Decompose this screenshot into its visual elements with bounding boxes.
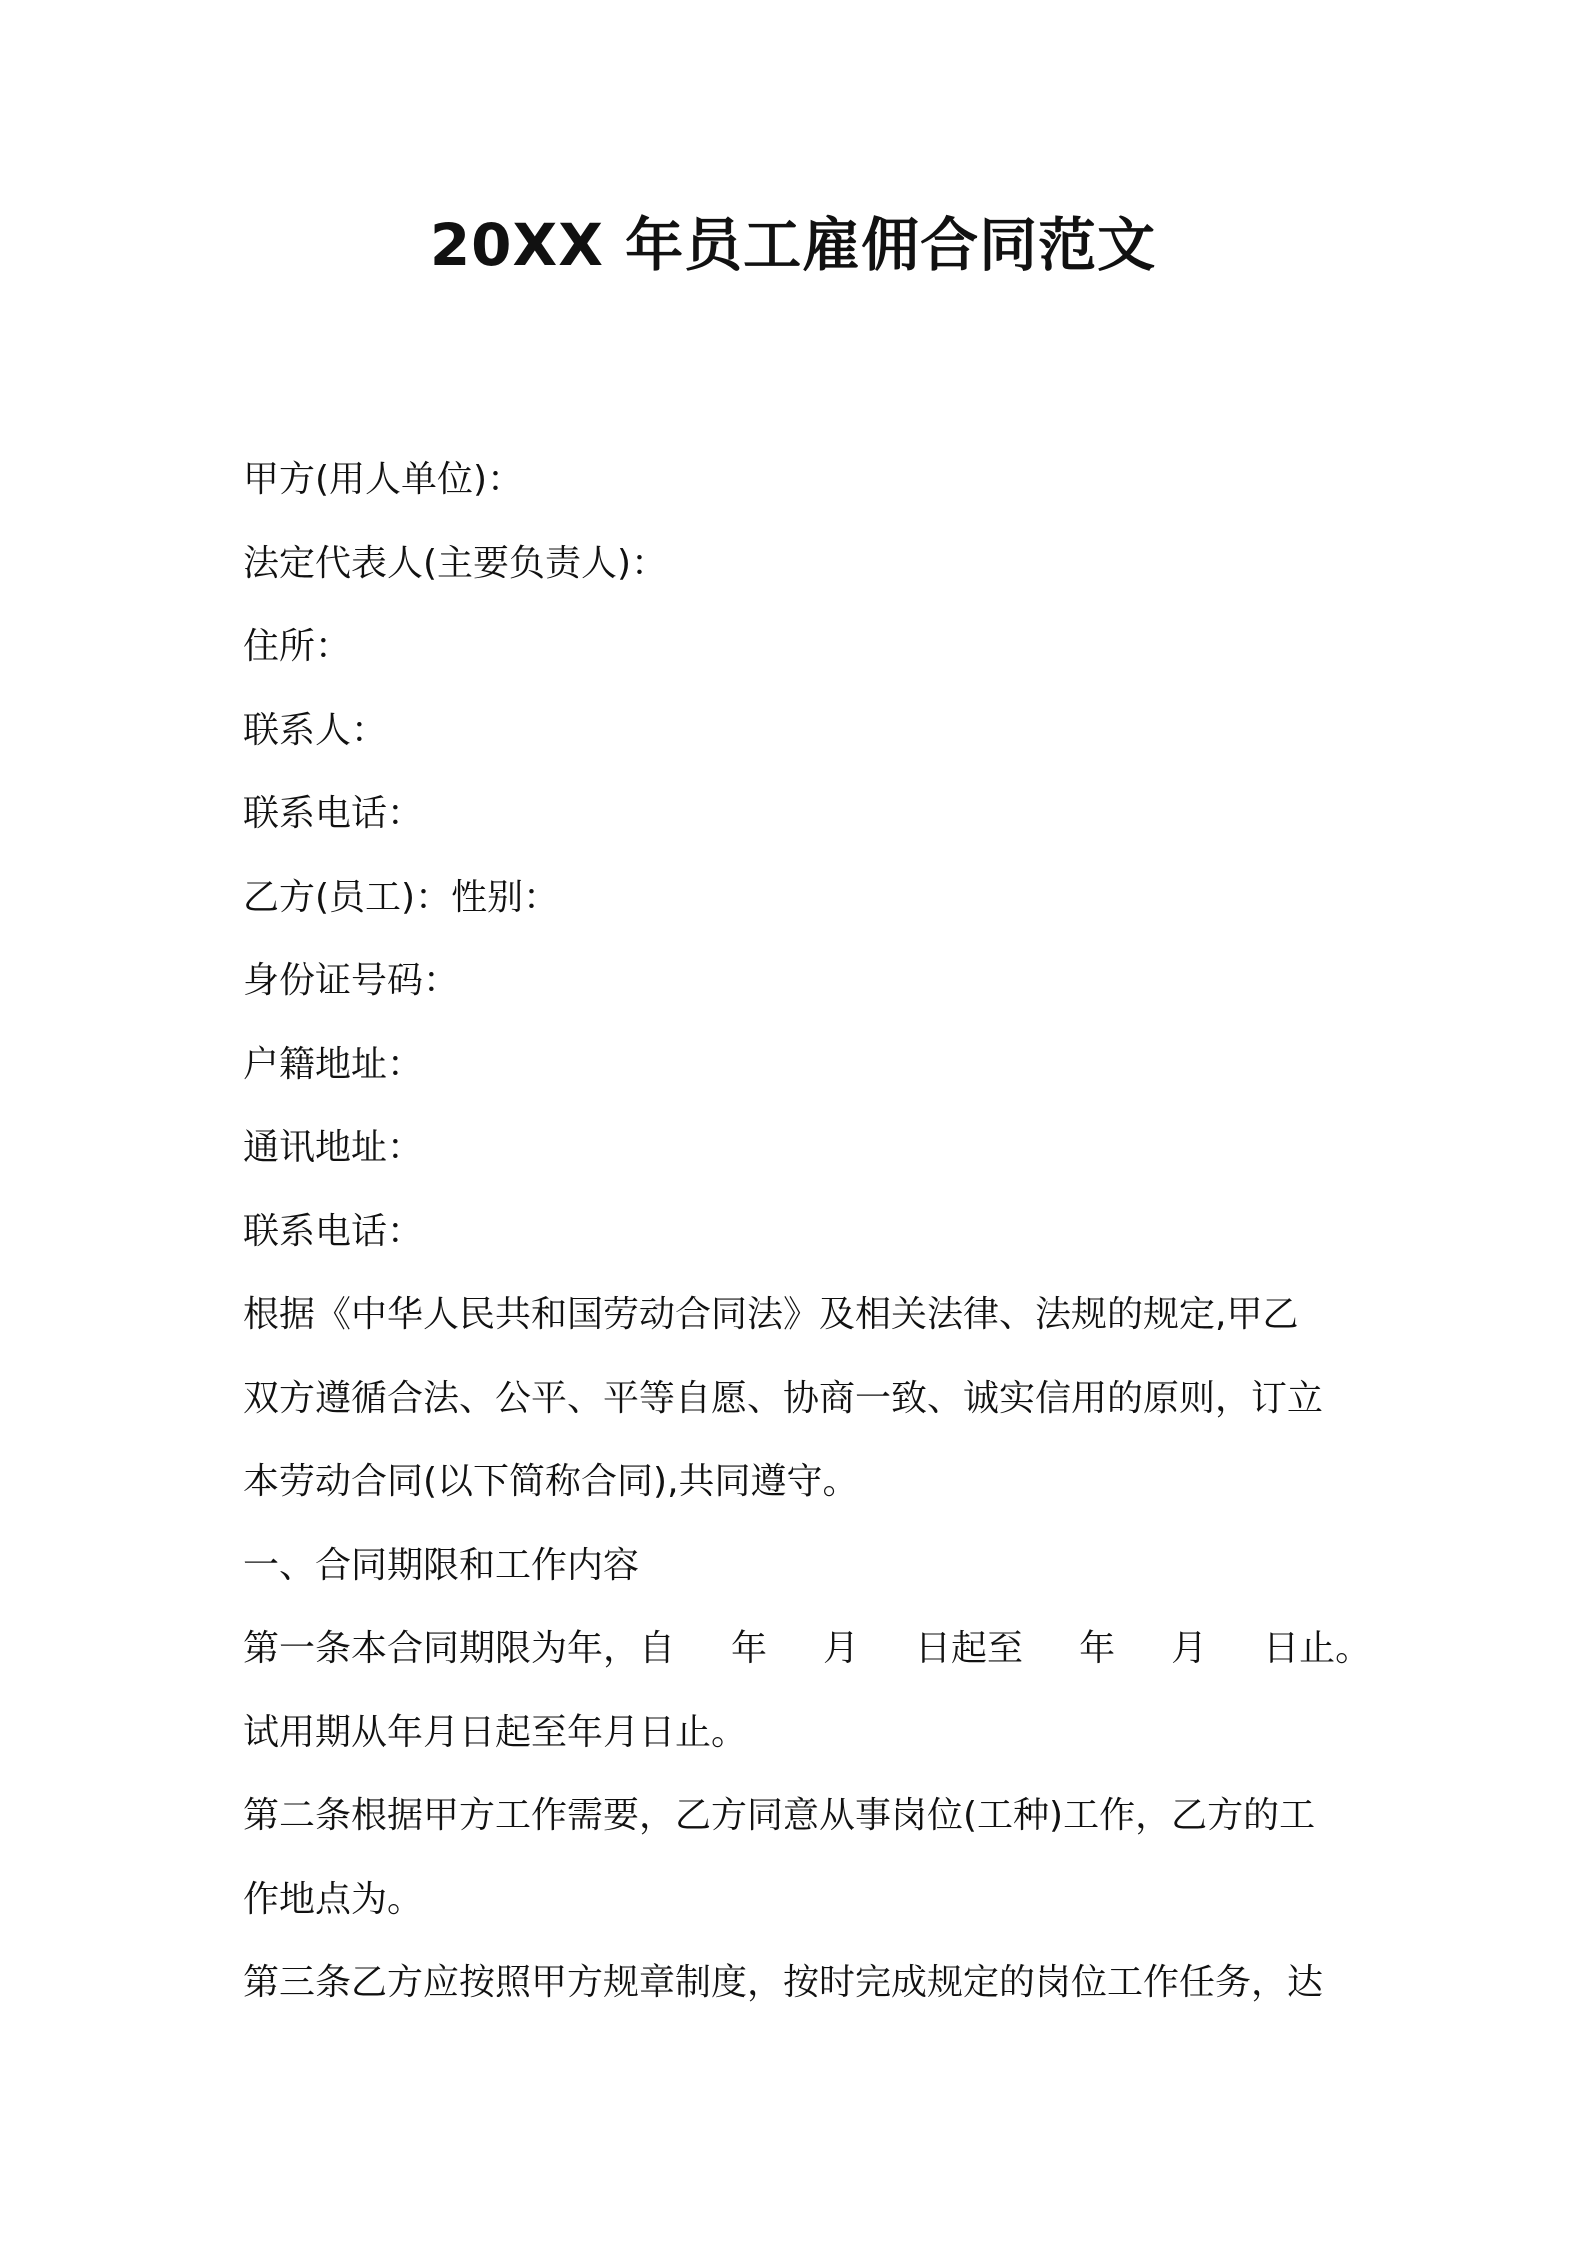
article-2-line-2: 作地点为。 — [243, 1878, 424, 1920]
article-1-part-month-end: 月 — [1171, 1628, 1208, 1669]
field-mailing-address: 通讯地址： — [243, 1127, 424, 1168]
article-1-part-day-start: 日起至 — [915, 1628, 1024, 1669]
field-legal-representative: 法定代表人(主要负责人)： — [243, 542, 668, 584]
article-1-part-year-end: 年 — [1079, 1628, 1116, 1669]
intro-line-2: 双方遵循合法、公平、平等自愿、协商一致、诚实信用的原则，订立 — [243, 1377, 1324, 1419]
article-1-part-year-start: 年 — [731, 1628, 768, 1669]
section-heading-1: 一、合同期限和工作内容 — [243, 1544, 640, 1586]
field-contact-phone-a: 联系电话： — [243, 793, 424, 834]
article-1-part-month-start: 月 — [823, 1628, 860, 1669]
field-address: 住所： — [243, 626, 352, 667]
field-party-b-gender: 乙方(员工)：性别： — [243, 876, 560, 918]
field-party-a: 甲方(用人单位)： — [243, 459, 524, 500]
field-id-number: 身份证号码： — [243, 960, 460, 1001]
article-1-part-day-end: 日止。 — [1263, 1628, 1372, 1669]
article-1-line-1 — [243, 1607, 1373, 1691]
intro-line-3: 本劳动合同(以下简称合同),共同遵守。 — [243, 1461, 859, 1502]
article-2-line-1: 第二条根据甲方工作需要，乙方同意从事岗位(工种)工作，乙方的工 — [243, 1795, 1316, 1836]
field-contact-phone-b: 联系电话： — [243, 1210, 424, 1252]
article-1-part-1: 第一条本合同期限为年，自 — [243, 1628, 676, 1669]
document-title: 20XX 年员工雇佣合同范文 — [429, 211, 1157, 279]
article-1-line-2: 试用期从年月日起至年月日止。 — [243, 1711, 748, 1753]
field-contact-person: 联系人： — [243, 709, 388, 751]
intro-line-1: 根据《中华人民共和国劳动合同法》及相关法律、法规的规定,甲乙 — [243, 1294, 1299, 1335]
document-body — [243, 438, 1373, 2025]
article-3-line-1: 第三条乙方应按照甲方规章制度，按时完成规定的岗位工作任务，达 — [243, 1962, 1324, 2003]
field-household-address: 户籍地址： — [243, 1043, 424, 1085]
